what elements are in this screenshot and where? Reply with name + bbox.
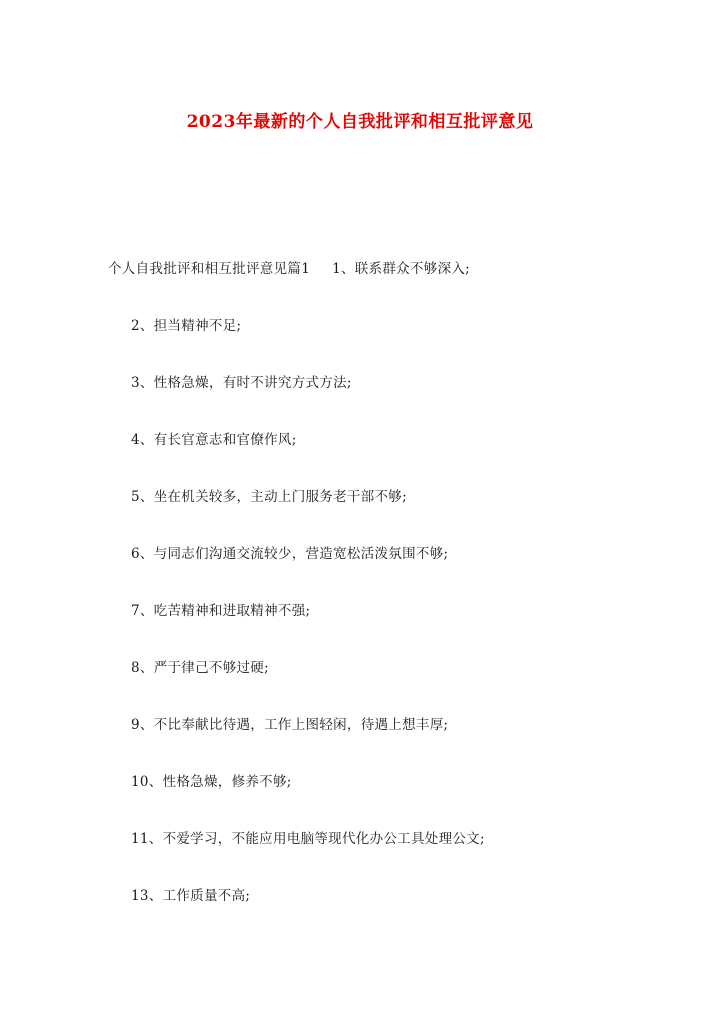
- list-item: 5、坐在机关较多，主动上门服务老干部不够;: [131, 489, 407, 505]
- list-item: 3、性格急燥，有时不讲究方式方法;: [131, 375, 352, 391]
- list-item: 2、担当精神不足;: [131, 318, 242, 334]
- list-item: 6、与同志们沟通交流较少，营造宽松活泼氛围不够;: [131, 546, 449, 562]
- list-item: 4、有长官意志和官僚作风;: [131, 432, 297, 448]
- first-line: [108, 259, 470, 279]
- list-item: 8、严于律己不够过硬;: [131, 660, 269, 676]
- list-item: 7、吃苦精神和进取精神不强;: [131, 603, 311, 619]
- intro-heading: 个人自我批评和相互批评意见篇1: [108, 261, 311, 277]
- list-item: 1、联系群众不够深入;: [332, 261, 471, 277]
- list-item: 10、性格急燥，修养不够;: [131, 774, 292, 790]
- list-item: 11、不爱学习，不能应用电脑等现代化办公工具处理公文;: [131, 831, 485, 847]
- list-item: 9、不比奉献比待遇，工作上图轻闲，待遇上想丰厚;: [131, 717, 449, 733]
- list-item: 13、工作质量不高;: [131, 888, 251, 904]
- document-title: 2023年最新的个人自我批评和相互批评意见: [186, 112, 534, 132]
